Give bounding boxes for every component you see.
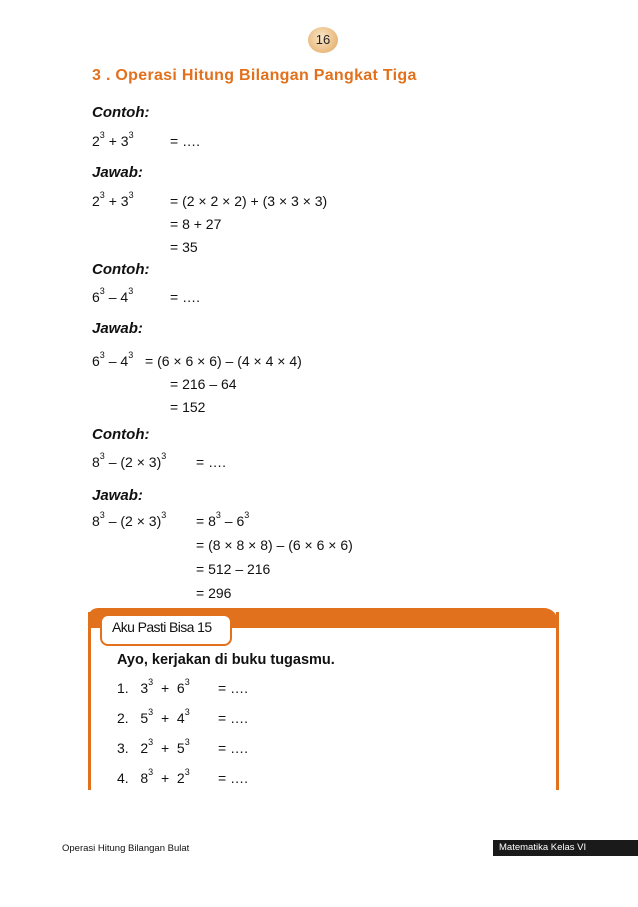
question-2: $6^3 - 4^3$ xyxy=(92,286,134,305)
question-3-eq: = …. xyxy=(196,454,226,470)
jawab-label: Jawab: xyxy=(92,164,143,181)
exercise-title: Aku Pasti Bisa 15 xyxy=(112,619,212,635)
answer-2-step-3: = 152 xyxy=(170,399,206,415)
exercise-item-eq: = …. xyxy=(218,680,248,696)
jawab-label: Jawab: xyxy=(92,487,143,504)
exercise-instruction: Ayo, kerjakan di buku tugasmu. xyxy=(117,652,335,668)
question-2-eq: = …. xyxy=(170,289,200,305)
exercise-item-eq: = …. xyxy=(218,710,248,726)
answer-1-step-1: = (2 × 2 × 2) + (3 × 3 × 3) xyxy=(170,193,328,209)
page-number: 16 xyxy=(308,27,338,53)
answer-3-step-3: = 512 – 216 xyxy=(196,561,271,577)
section-title: 3 . Operasi Hitung Bilangan Pangkat Tiga xyxy=(92,67,417,84)
answer-3-step-1: = $8^3 - 6^3$ xyxy=(196,510,250,529)
question-1: $2^3 + 3^3$ xyxy=(92,130,134,149)
answer-1-step-3: = 35 xyxy=(170,239,198,255)
exercise-item-eq: = …. xyxy=(218,740,248,756)
exercise-item: 2. $5^3 + 4^3$ xyxy=(117,707,190,726)
exercise-item: 3. $2^3 + 5^3$ xyxy=(117,737,190,756)
answer-3-step-2: = (8 × 8 × 8) – (6 × 6 × 6) xyxy=(196,537,353,553)
question-1-eq: = …. xyxy=(170,133,200,149)
exercise-item: 4. $8^3 + 2^3$ xyxy=(117,767,190,786)
contoh-label: Contoh: xyxy=(92,261,150,278)
answer-3-lhs: $8^3 - (2 \times 3)^3$ xyxy=(92,510,167,529)
footer-book-title: Operasi Hitung Bilangan Bulat xyxy=(62,843,190,854)
answer-3-step-4: = 296 xyxy=(196,585,232,601)
answer-1-lhs: $2^3 + 3^3$ xyxy=(92,190,134,209)
answer-2-step-2: = 216 – 64 xyxy=(170,376,237,392)
footer-subject: Matematika Kelas VI xyxy=(493,840,638,856)
answer-2-lhs: $6^3 - 4^3$ xyxy=(92,350,134,369)
answer-1-step-2: = 8 + 27 xyxy=(170,216,222,232)
question-3: $8^3 - (2 \times 3)^3$ xyxy=(92,451,167,470)
contoh-label: Contoh: xyxy=(92,426,150,443)
contoh-label: Contoh: xyxy=(92,104,150,121)
exercise-item-eq: = …. xyxy=(218,770,248,786)
answer-2-step-1: = (6 × 6 × 6) – (4 × 4 × 4) xyxy=(145,353,302,369)
exercise-item: 1. $3^3 + 6^3$ xyxy=(117,677,190,696)
jawab-label: Jawab: xyxy=(92,320,143,337)
